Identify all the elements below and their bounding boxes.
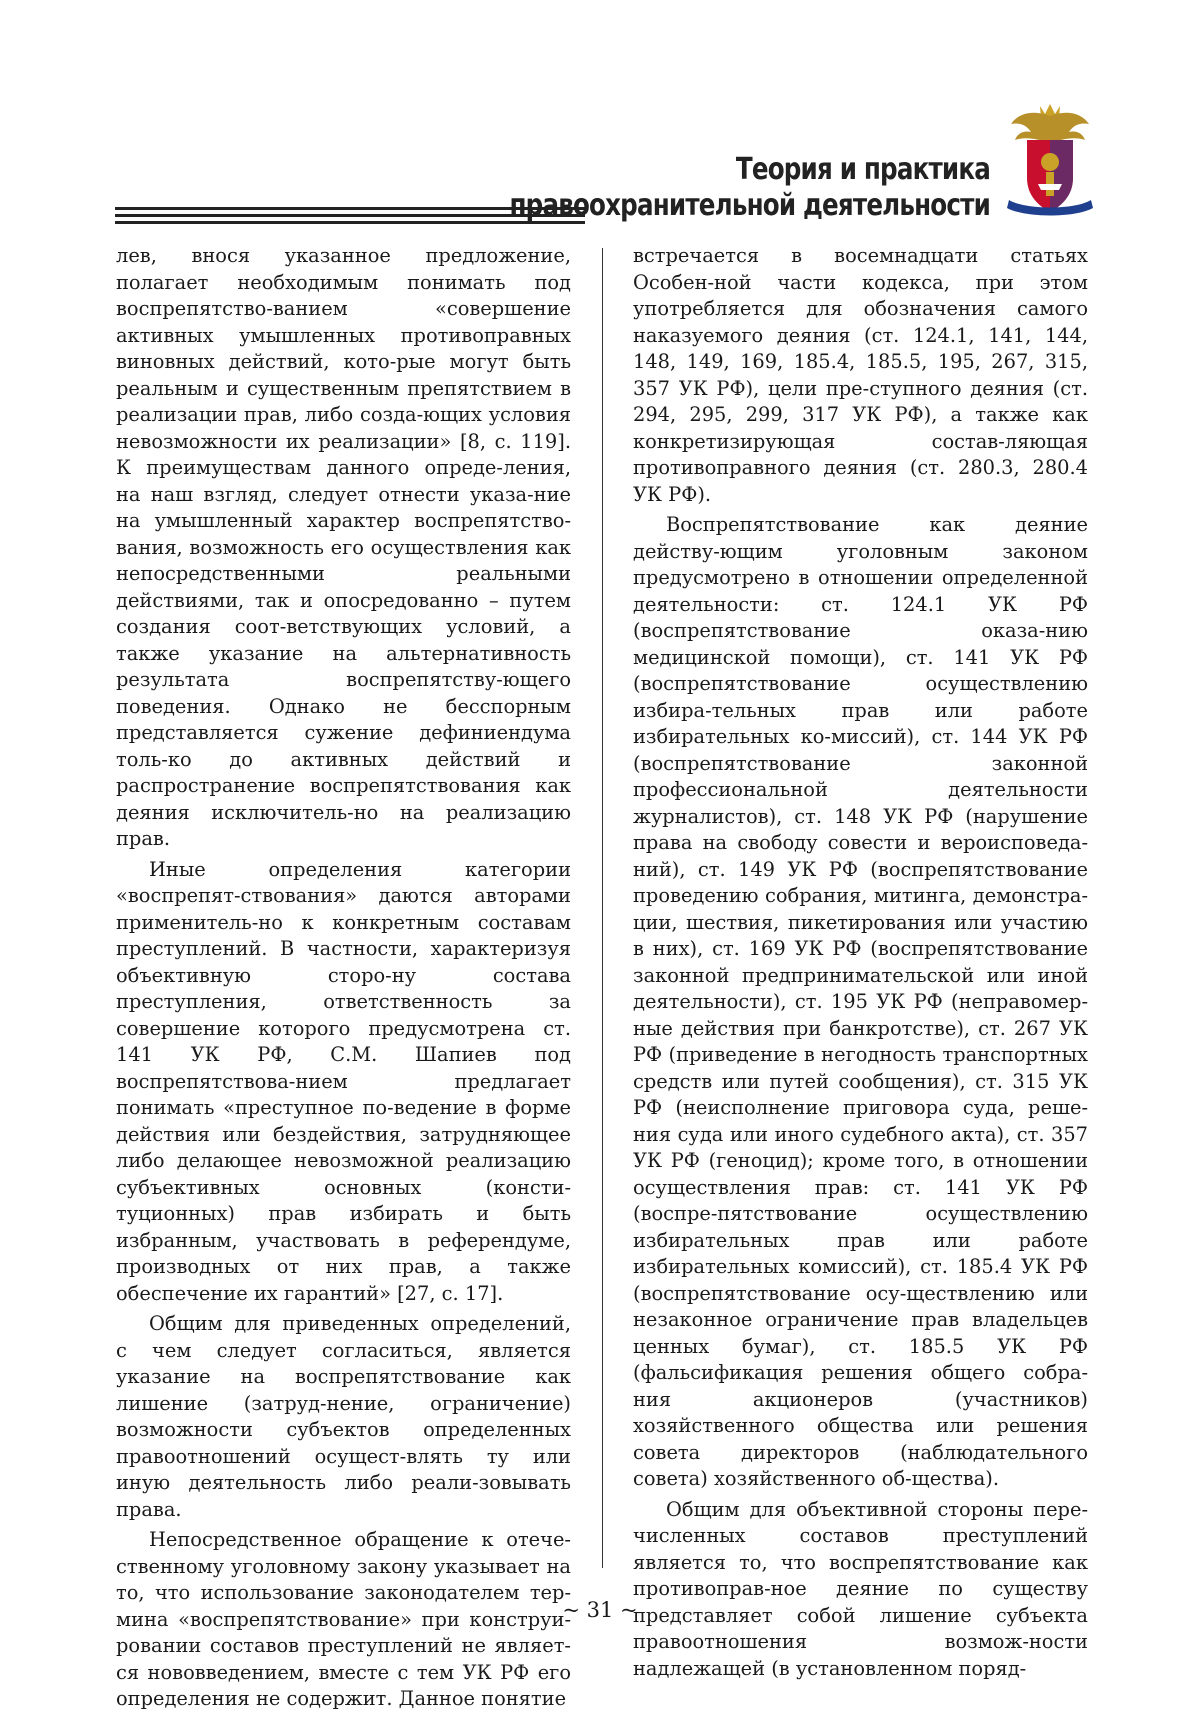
paragraph: Общим для объективной стороны пере-численных составов преступлений является то, что воспрепятствование как противоправ-ное деяние по существу представляет собой лишение субъекта правоотношения возмож-ности надлежащей (в установленном поряд-: [633, 1497, 1088, 1683]
page-number: ~ 31 ~: [0, 1598, 1200, 1622]
paragraph: Воспрепятствование как деяние действу-ющим уголовным законом предусмотрено в отношении определенной деятельности: ст. 124.1 УК РФ (воспрепятствование оказа-нию медицинской помощи), ст. 141 УК РФ (воспрепятствование осуществлению избира-тельных прав или работе избирательных ко-миссий), ст. 144 УК РФ (воспрепятствование законной профессиональной деятельности журналистов), ст. 148 УК РФ (нарушение права на свободу совести и вероисповеда-ний), ст. 149 УК РФ (воспрепятствование проведению собрания, митинга, демонстра-ции, шествия, пикетирования или участию в них), ст. 169 УК РФ (воспрепятствование законной предпринимательской или иной деятельности), ст. 195 УК РФ (неправомер-ные действия при банкротстве), ст. 267 УК РФ (приведение в негодность транспортных средств или путей сообщения), ст. 315 УК РФ (неисполнение приговора суда, реше-ния суда или иного судебного акта), ст. 357 УК РФ (геноцид); кроме того, в отношении осуществления прав: ст. 141 УК РФ (воспре-пятствование осуществлению избирательных прав или работе избирательных комиссий), ст. 185.4 УК РФ (воспрепятствование осу-ществлению или незаконное ограничение прав владельцев ценных бумаг), ст. 185.5 УК РФ (фальсификация решения общего собра-ния акционеров (участников) хозяйственного общества или решения совета директоров (наблюдательного совета) хозяйственного об-щества).: [633, 512, 1088, 1493]
journal-title-line2: правоохранительной деятельности: [509, 188, 990, 224]
right-column: [633, 243, 1088, 1686]
paragraph: встречается в восемнадцати статьях Особен-ной части кодекса, при этом употребляется для обозначения самого наказуемого деяния (ст. 124.1, 141, 144, 148, 149, 169, 185.4, 185.5, 195, 267, 315, 357 УК РФ), цели пре-ступного деяния (ст. 294, 295, 299, 317 УК РФ), а также как конкретизирующая состав-ляющая противоправного деяния (ст. 280.3, 280.4 УК РФ).: [633, 243, 1088, 508]
paragraph: Общим для приведенных определений, с чем следует согласиться, является указание на воспрепятствование как лишение (затруд-нение, ограничение) возможности субъектов определенных правоотношений осущест-влять ту или иную деятельность либо реали-зовывать права.: [116, 1311, 571, 1523]
left-column: [116, 243, 571, 1717]
police-eagle-emblem-icon: [1005, 100, 1095, 220]
column-divider: [602, 248, 603, 1568]
journal-title-line1: Теория и практика: [509, 152, 990, 188]
paragraph: Иные определения категории «воспрепят-ствования» даются авторами применитель-но к конкретным составам преступлений. В частности, характеризуя объективную сторо-ну состава преступления, ответственность за совершение которого предусмотрена ст. 141 УК РФ, С.М. Шапиев под воспрепятствова-нием предлагает понимать «преступное по-ведение в форме действия или бездействия, затрудняющее либо делающее невозможной реализацию субъективных основных (консти-туционных) прав избирать и быть избранным, участвовать в референдуме, производных от них прав, а также обеспечение их гарантий» [27, с. 17].: [116, 857, 571, 1308]
header-rule: [115, 207, 585, 228]
page-header: [0, 100, 1200, 250]
paragraph: лев, внося указанное предложение, полагает необходимым понимать под воспрепятство-ванием «совершение активных умышленных противоправных виновных действий, кото-рые могут быть реальным и существенным препятствием в реализации прав, либо созда-ющих условия невозможности их реализации» [8, с. 119]. К преимуществам данного опреде-ления, на наш взгляд, следует отнести указа-ние на умышленный характер воспрепятство-вания, возможность его осуществления как непосредственными реальными действиями, так и опосредованно – путем создания соот-ветствующих условий, а также указание на альтернативность результата воспрепятству-ющего поведения. Однако не бесспорным представляется сужение дефиниендума толь-ко до активных действий и распространение воспрепятствования как деяния исключитель-но на реализацию прав.: [116, 243, 571, 853]
paragraph: Непосредственное обращение к отече-ственному уголовному закону указывает на то, что использование законодателем тер-мина «воспрепятствование» при конструи-ровании составов преступлений не являет-ся нововведением, вместе с тем УК РФ его определения не содержит. Данное понятие: [116, 1527, 571, 1713]
